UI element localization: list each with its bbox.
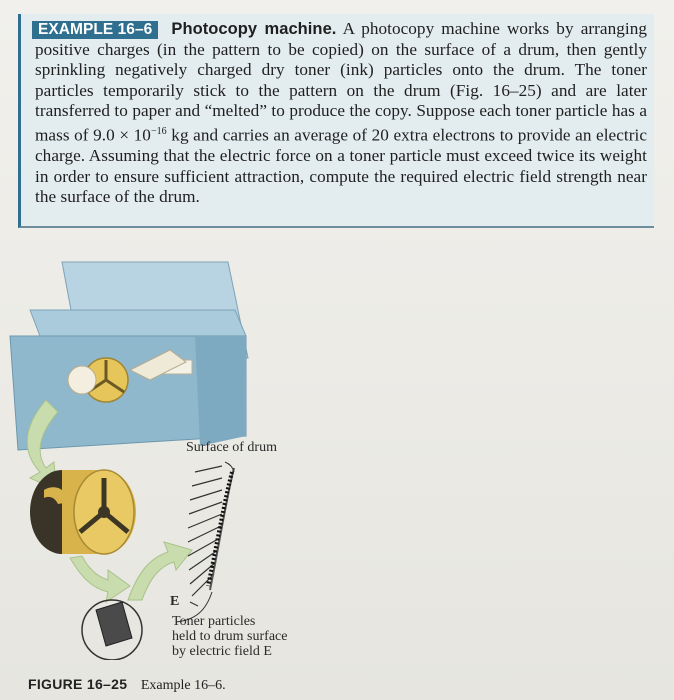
toner-cartridge xyxy=(96,602,132,646)
machine-side xyxy=(195,336,246,446)
machine-top xyxy=(30,310,246,336)
example-text xyxy=(35,19,647,208)
inner-roller xyxy=(68,366,96,394)
example-label: EXAMPLE 16–6 xyxy=(32,21,158,39)
surface-label: Surface of drum xyxy=(186,440,277,455)
toner-label-2: held to drum surface xyxy=(172,629,288,644)
example-body-part1: A photocopy machine works by arranging positive charges (in the pattern to be copied) on the surface of a drum, then gently sprinkling negatively charged dry toner (ink) particles onto the drum. The toner particles temporarily stick to the pattern on the drum (Fig. 16–25) and are later transferred to paper and “melted” to produce the copy. Suppose each toner particle has a mass of 9.0 × 10 xyxy=(35,19,647,145)
drum-hub xyxy=(98,506,110,518)
field-lines xyxy=(188,466,222,596)
green-arrow-bottom-left xyxy=(70,556,130,602)
figure-caption xyxy=(28,676,226,694)
figure xyxy=(0,240,674,660)
field-label: E xyxy=(170,594,180,609)
toner-label-3: by electric field E xyxy=(172,644,272,659)
example-box xyxy=(18,14,654,228)
field-pointer xyxy=(190,602,198,606)
caption-number: FIGURE 16–25 xyxy=(28,676,128,692)
toner-label-1: Toner particles xyxy=(172,614,256,629)
green-arrow-bottom-right xyxy=(128,542,192,600)
toner-particles xyxy=(208,472,232,586)
photocopy-illustration xyxy=(0,240,674,660)
example-body-part2: kg and carries an average of 20 extra electrons to provide an electric charge. Assuming that the electric force on a toner particle must exceed twice its weight in order to ensure sufficient attraction, compute the required electric field strength near the surface of the drum. xyxy=(35,125,648,207)
example-body-exponent: −16 xyxy=(150,125,167,137)
example-title: Photocopy machine. xyxy=(171,20,337,38)
caption-text: Example 16–6. xyxy=(140,678,226,693)
